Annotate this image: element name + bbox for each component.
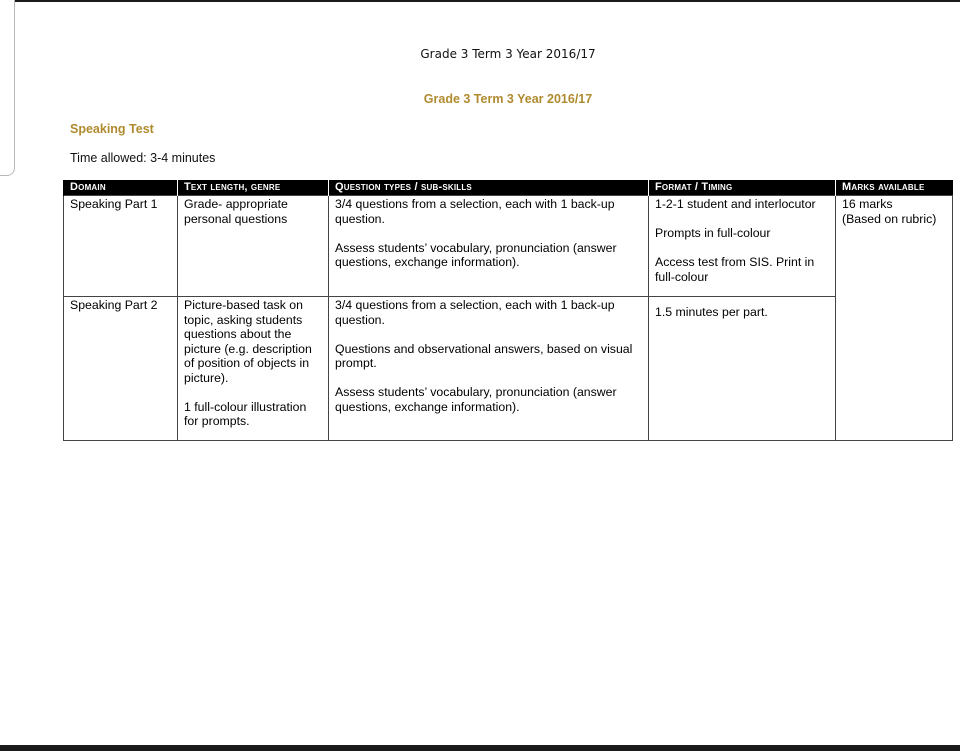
format-timing-text: Prompts in full-colour: [655, 226, 771, 240]
table-header-row: [64, 180, 953, 196]
text-length-text: 1 full-colour illustration for prompts.: [184, 399, 307, 428]
cell-domain: [64, 297, 178, 441]
side-panel-tab[interactable]: [0, 0, 15, 176]
cell-marks-available: [836, 196, 953, 441]
question-types-text: Assess students’ vocabulary, pronunciation (answer questions, exchange information).: [335, 240, 617, 269]
cell-question-types: [329, 297, 649, 441]
cell-format-timing: [649, 297, 836, 441]
cell-text-length: [178, 196, 329, 297]
marks-note: (Based on rubric): [842, 211, 937, 226]
domain-text: Speaking Part 1: [70, 197, 158, 211]
table-row: [64, 196, 953, 297]
bottom-border: [0, 745, 960, 751]
question-types-text: 3/4 questions from a selection, each with 1 back-up question.: [335, 197, 615, 226]
format-timing-text: Access test from SIS. Print in full-colour: [655, 255, 815, 284]
header-domain: Domain: [64, 180, 178, 196]
text-length-text: Grade- appropriate personal questions: [184, 197, 288, 226]
question-types-text: Assess students’ vocabulary, pronunciation (answer questions, exchange information).: [335, 385, 617, 414]
header-format-timing: Format / Timing: [649, 180, 836, 196]
format-timing-text: 1.5 minutes per part.: [655, 305, 768, 319]
question-types-text: 3/4 questions from a selection, each with 1 back-up question.: [335, 298, 615, 327]
page-header-title: Grade 3 Term 3 Year 2016/17: [420, 47, 596, 61]
text-length-text: Picture-based task on topic, asking students questions about the picture (e.g. description of position of objects in picture).: [184, 298, 312, 385]
section-title: Speaking Test: [70, 122, 154, 136]
domain-text: Speaking Part 2: [70, 298, 158, 312]
question-types-text: Questions and observational answers, based on visual prompt.: [335, 341, 633, 370]
header-question-types: Question types / sub-skills: [329, 180, 649, 196]
speaking-test-table: [63, 180, 953, 441]
header-marks-available: Marks available: [836, 180, 953, 196]
cell-format-timing: [649, 196, 836, 297]
time-allowed: Time allowed: 3-4 minutes: [70, 151, 216, 165]
document-title: Grade 3 Term 3 Year 2016/17: [423, 92, 593, 106]
header-text-length: Text length, genre: [178, 180, 329, 196]
cell-domain: [64, 196, 178, 297]
table-row: [64, 297, 953, 441]
marks-text: 16 marks: [842, 197, 893, 211]
cell-text-length: [178, 297, 329, 441]
top-border: [0, 0, 960, 2]
format-timing-text: 1-2-1 student and interlocutor: [655, 197, 816, 211]
cell-question-types: [329, 196, 649, 297]
